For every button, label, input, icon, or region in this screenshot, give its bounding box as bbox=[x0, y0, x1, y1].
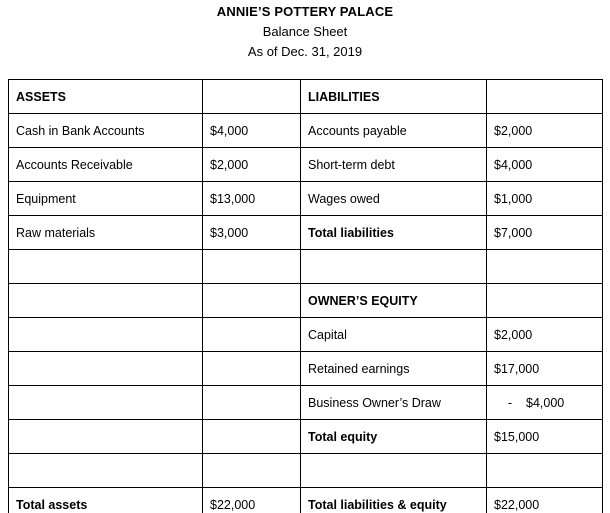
balance-sheet-table-wrapper bbox=[8, 79, 602, 513]
table-cell bbox=[9, 386, 203, 420]
table-row bbox=[9, 182, 603, 216]
table-cell: $3,000 bbox=[203, 216, 301, 250]
report-period: As of Dec. 31, 2019 bbox=[247, 44, 363, 59]
table-cell: Cash in Bank Accounts bbox=[9, 114, 203, 148]
table-cell: $4,000 bbox=[203, 114, 301, 148]
table-cell: Total liabilities & equity bbox=[301, 488, 487, 513]
table-cell bbox=[487, 80, 603, 114]
balance-sheet-body bbox=[9, 80, 603, 513]
table-cell: Capital bbox=[301, 318, 487, 352]
table-cell: $22,000 bbox=[203, 488, 301, 513]
table-row bbox=[9, 488, 603, 513]
table-cell bbox=[487, 386, 603, 420]
table-cell bbox=[487, 284, 603, 318]
table-cell: $13,000 bbox=[203, 182, 301, 216]
table-cell bbox=[301, 250, 487, 284]
table-cell bbox=[203, 284, 301, 318]
table-cell bbox=[203, 454, 301, 488]
table-cell: Equipment bbox=[9, 182, 203, 216]
table-cell bbox=[203, 386, 301, 420]
table-row bbox=[9, 216, 603, 250]
table-cell bbox=[203, 318, 301, 352]
table-cell: OWNER’S EQUITY bbox=[301, 284, 487, 318]
table-cell: Total liabilities bbox=[301, 216, 487, 250]
report-header bbox=[0, 0, 610, 62]
table-cell bbox=[9, 284, 203, 318]
table-row bbox=[9, 148, 603, 182]
table-cell bbox=[203, 80, 301, 114]
table-cell: $2,000 bbox=[487, 318, 603, 352]
table-cell bbox=[203, 420, 301, 454]
table-row bbox=[9, 352, 603, 386]
table-row bbox=[9, 318, 603, 352]
table-cell: $4,000 bbox=[487, 148, 603, 182]
table-cell bbox=[9, 420, 203, 454]
table-cell: Wages owed bbox=[301, 182, 487, 216]
table-cell: $17,000 bbox=[487, 352, 603, 386]
negative-amount bbox=[494, 396, 595, 410]
table-cell bbox=[9, 318, 203, 352]
table-cell bbox=[9, 454, 203, 488]
table-cell: Raw materials bbox=[9, 216, 203, 250]
table-cell: Total equity bbox=[301, 420, 487, 454]
table-cell: ASSETS bbox=[9, 80, 203, 114]
table-cell: $2,000 bbox=[203, 148, 301, 182]
table-row bbox=[9, 114, 603, 148]
balance-sheet-table bbox=[8, 79, 603, 513]
table-row bbox=[9, 250, 603, 284]
table-cell: Business Owner’s Draw bbox=[301, 386, 487, 420]
negative-sign: - bbox=[507, 395, 513, 410]
table-cell: Accounts Receivable bbox=[9, 148, 203, 182]
document-type: Balance Sheet bbox=[262, 24, 348, 39]
table-cell: $1,000 bbox=[487, 182, 603, 216]
table-cell bbox=[487, 250, 603, 284]
table-cell: Retained earnings bbox=[301, 352, 487, 386]
table-row bbox=[9, 284, 603, 318]
table-cell: LIABILITIES bbox=[301, 80, 487, 114]
table-row bbox=[9, 420, 603, 454]
amount-figure: $4,000 bbox=[526, 395, 565, 410]
table-cell bbox=[301, 454, 487, 488]
table-cell: Short-term debt bbox=[301, 148, 487, 182]
table-cell bbox=[203, 352, 301, 386]
table-cell bbox=[203, 250, 301, 284]
table-cell: $15,000 bbox=[487, 420, 603, 454]
table-row bbox=[9, 386, 603, 420]
table-cell bbox=[487, 454, 603, 488]
table-row bbox=[9, 454, 603, 488]
table-cell: Accounts payable bbox=[301, 114, 487, 148]
table-cell: Total assets bbox=[9, 488, 203, 513]
table-cell: $22,000 bbox=[487, 488, 603, 513]
company-name: ANNIE’S POTTERY PALACE bbox=[216, 4, 394, 19]
table-cell bbox=[9, 250, 203, 284]
table-cell: $7,000 bbox=[487, 216, 603, 250]
table-cell: $2,000 bbox=[487, 114, 603, 148]
table-cell bbox=[9, 352, 203, 386]
table-row bbox=[9, 80, 603, 114]
